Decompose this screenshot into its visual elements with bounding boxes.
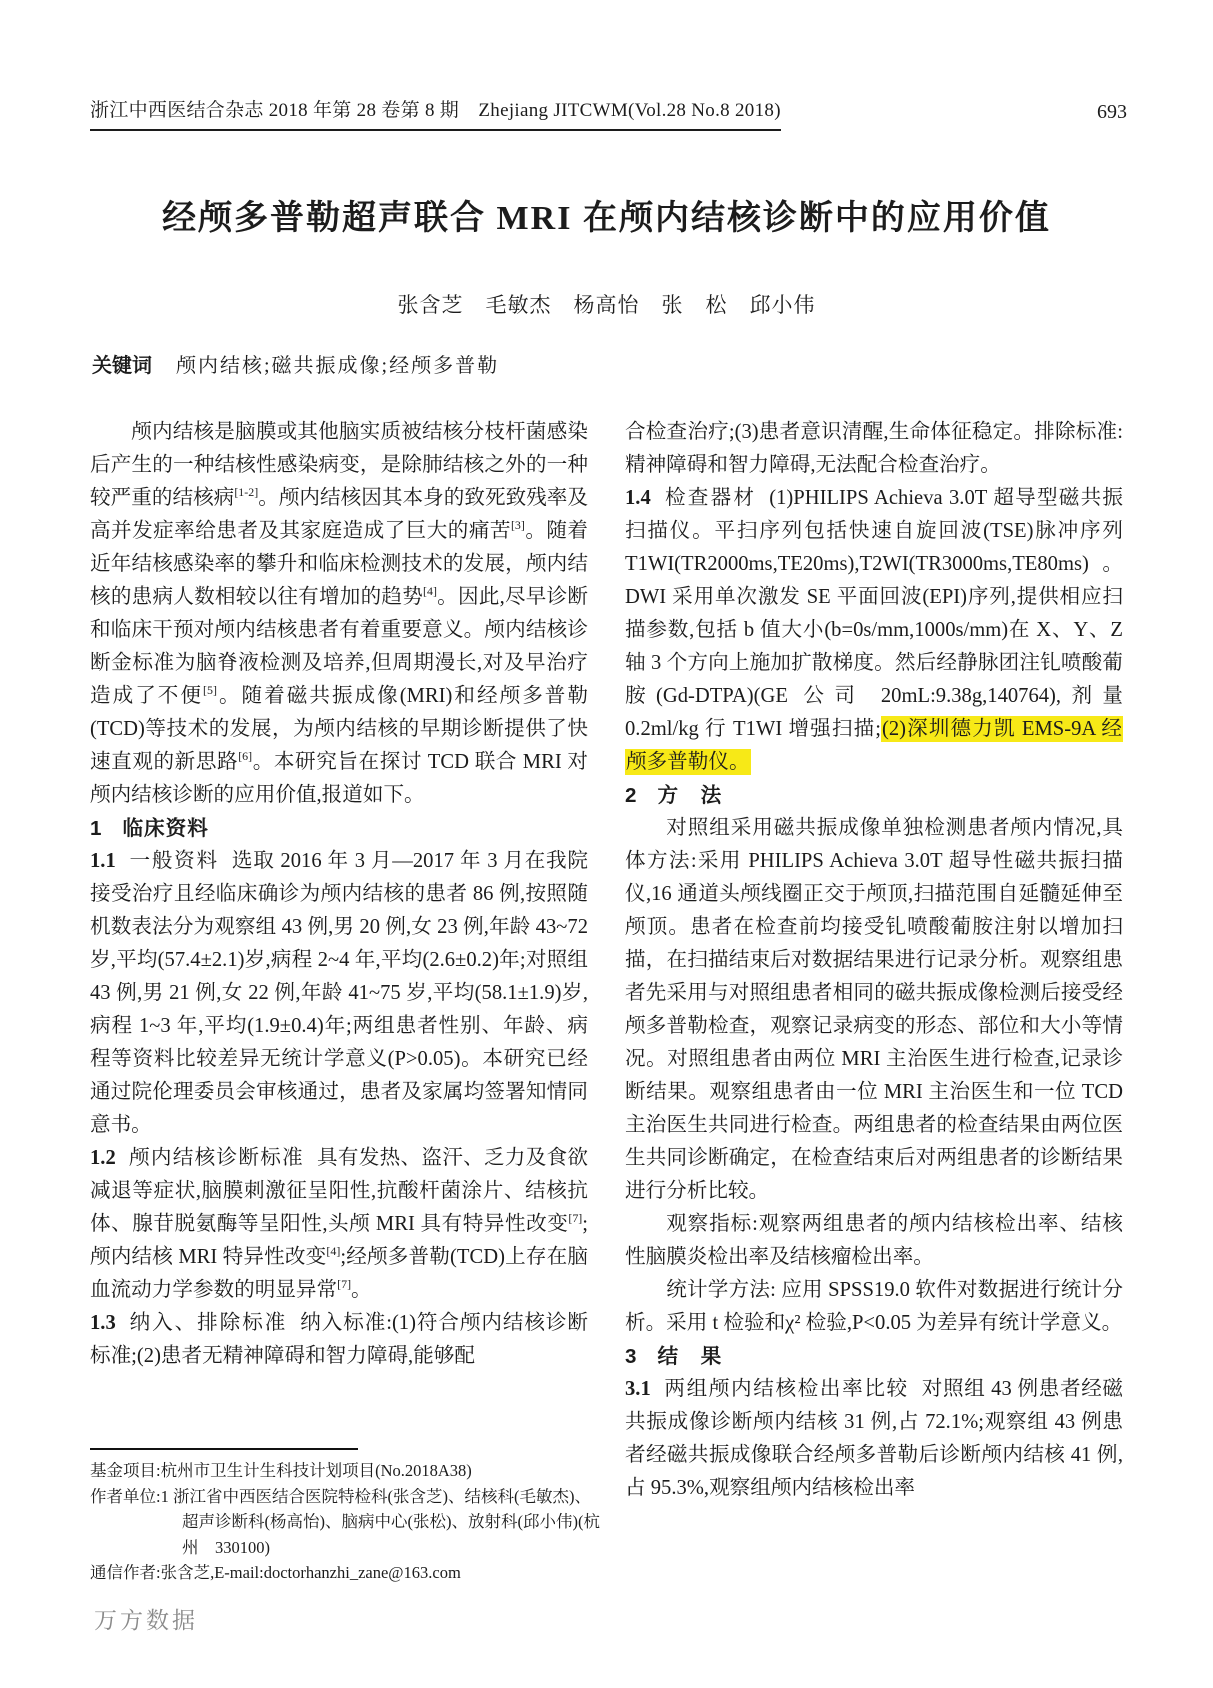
subsection-number: 1.4 xyxy=(625,487,651,509)
paragraph-text: 对照组 43 例患者经磁共振成像诊断颅内结核 31 例,占 72.1%;观察组 43 例患者经磁共振成像联合经颅多普勒后诊断颅内结核 41 例,占 95.3%,观察组颅内结核检出率 xyxy=(625,1378,1124,1499)
section-number: 1 xyxy=(90,817,103,840)
section-title: 方 法 xyxy=(657,784,723,807)
statistics-paragraph: 统计学方法: 应用 SPSS19.0 软件对数据进行统计分析。采用 t 检验和χ² 检验,P<0.05 为差异有统计学意义。 xyxy=(625,1279,1123,1334)
footnote-block xyxy=(90,1448,606,1586)
subsection-1-2 xyxy=(90,1142,588,1307)
subsection-title: 两组颅内结核检出率比较 xyxy=(663,1378,909,1400)
subsection-number: 1.1 xyxy=(90,850,116,872)
subsection-1-1 xyxy=(90,845,588,1142)
subsection-number: 1.3 xyxy=(90,1312,116,1334)
page-number: 693 xyxy=(1097,101,1127,123)
section-title: 临床资料 xyxy=(122,817,209,840)
continuation-paragraph: 合检查治疗;(3)患者意识清醒,生命体征稳定。排除标准:精神障碍和智力障碍,无法配合检查治疗。 xyxy=(625,421,1123,476)
subsection-title: 一般资料 xyxy=(128,850,219,872)
methods-paragraph: 对照组采用磁共振成像单独检测患者颅内情况,具体方法:采用 PHILIPS Achieva 3.0T 超导性磁共振扫描仪,16 通道头颅线圈正交于颅顶,扫描范围自延髓延伸至颅顶。患者在检查前均接受钆喷酸葡胺注射以增加扫描，在扫描结束后对数据结果进行记录分析。观察组患者先采用与对照组患者相同的磁共振成像检测后接受经颅多普勒检查，观察记录病变的形态、部位和大小等情况。对照组患者由两位 MRI 主治医生进行检查,记录诊断结果。观察组患者由一位 MRI 主治医生和一位 TCD 主治医生共同进行检查。两组患者的检查结果由两位医生共同诊断确定，在检查结束后对两组患者的诊断结果进行分析比较。 xyxy=(625,817,1123,1202)
paragraph-text: (1)PHILIPS Achieva 3.0T 超导型磁共振扫描仪。平扫序列包括快速自旋回波(TSE)脉冲序列 T1WI(TR2000ms,TE20ms),T2WI(TR3000ms,TE80ms)。DWI 采用单次激发 SE 平面回波(EPI)序列,提供相应扫描参数,包括 b 值大小(b=0s/mm,1000s/mm)在 X、Y、Z 轴 3 个方向上施加扩散梯度。然后经静脉团注钆喷酸葡胺(Gd-DTPA)(GE 公司 20mL:9.38g,140764),剂量 0.2ml/kg 行 T1WI 增强扫描; xyxy=(625,487,1144,740)
paragraph-text: 选取 2016 年 3 月—2017 年 3 月在我院接受治疗且经临床确诊为颅内结核的患者 86 例,按照随机数表法分为观察组 43 例,男 20 例,女 23 例,年龄 43~72 岁,平均(57.4±2.1)岁,病程 2~4 年,平均(2.6±0.2)年;对照组 43 例,男 21 例,女 22 例,年龄 41~75 岁,平均(58.1±1.9)岁,病程 1~3 年,平均(1.9±0.4)年;两组患者性别、年龄、病程等资料比较差异无统计学意义(P>0.05)。本研究已经通过院伦理委员会审核通过，患者及家属均签署知情同意书。 xyxy=(90,850,588,1136)
subsection-title: 检查器材 xyxy=(663,487,757,509)
paragraph-text: 纳入标准:(1)符合颅内结核诊断标准;(2)患者无精神障碍和智力障碍,能够配 xyxy=(90,1312,589,1367)
article-body xyxy=(90,416,1144,1505)
section-number: 2 xyxy=(625,784,638,807)
keywords-label: 关键词 xyxy=(92,355,152,377)
section-heading-3 xyxy=(625,1340,1123,1373)
affiliation-note: 作者单位:1 浙江省中西医结合医院特检科(张含芝)、结核科(毛敏杰)、超声诊断科(杨高怡)、脑病中心(张松)、放射科(邱小伟)(杭州 330100) xyxy=(90,1486,600,1557)
left-column xyxy=(90,416,588,1505)
subsection-title: 纳入、排除标准 xyxy=(128,1312,288,1334)
funding-note: 基金项目:杭州市卫生计生科技计划项目(No.2018A38) xyxy=(90,1461,472,1480)
subsection-number: 1.2 xyxy=(90,1147,116,1169)
intro-paragraph: 颅内结核是脑膜或其他脑实质被结核分枝杆菌感染后产生的一种结核性感染病变，是除肺结核之外的一种较严重的结核病[1-2]。颅内结核因其本身的致死致残率及高并发症率给患者及其家庭造成了巨大的痛苦[3]。随着近年结核感染率的攀升和临床检测技术的发展，颅内结核的患病人数相较以往有增加的趋势[4]。因此,尽早诊断和临床干预对颅内结核患者有着重要意义。颅内结核诊断金标准为脑脊液检测及培养,但周期漫长,对及早治疗造成了不便[5]。随着磁共振成像(MRI)和经颅多普勒(TCD)等技术的发展，为颅内结核的早期诊断提供了快速直观的新思路[6]。本研究旨在探讨 TCD 联合 MRI 对颅内结核诊断的应用价值,报道如下。 xyxy=(90,421,589,806)
subsection-number: 3.1 xyxy=(625,1378,651,1400)
keywords-line xyxy=(92,349,499,378)
subsection-1-4 xyxy=(625,482,1144,779)
subsection-3-1 xyxy=(625,1373,1123,1505)
section-number: 3 xyxy=(625,1345,638,1368)
keywords-text: 颅内结核;磁共振成像;经颅多普勒 xyxy=(176,355,500,377)
article-title: 经颅多普勒超声联合 MRI 在颅内结核诊断中的应用价值 xyxy=(162,200,1051,237)
right-column xyxy=(625,416,1144,1505)
section-title: 结 果 xyxy=(657,1345,723,1368)
author-list: 张含芝 毛敏杰 杨高怡 张 松 邱小伟 xyxy=(397,293,816,317)
footnote-rule xyxy=(90,1448,358,1450)
highlighted-text: (2)深圳德力凯 EMS-9A 经颅多普勒仪。 xyxy=(626,718,1122,773)
section-heading-1 xyxy=(90,812,588,845)
paragraph-text: 具有发热、盗汗、乏力及食欲减退等症状,脑膜刺激征呈阳性,抗酸杆菌涂片、结核抗体、腺苷脱氨酶等呈阳性,头颅 MRI 具有特异性改变[7];颅内结核 MRI 特异性改变[4];经颅多普勒(TCD)上存在脑血流动力学参数的明显异常[7]。 xyxy=(90,1147,589,1301)
correspondence-note: 通信作者:张含芝,E-mail:doctorhanzhi_zane@163.com xyxy=(90,1563,461,1582)
running-head xyxy=(90,95,1127,131)
observation-index-paragraph: 观察指标:观察两组患者的颅内结核检出率、结核性脑膜炎检出率及结核瘤检出率。 xyxy=(625,1213,1123,1268)
subsection-1-3 xyxy=(90,1307,588,1373)
wanfang-watermark: 万方数据 xyxy=(94,1608,198,1633)
journal-issue-line: 浙江中西医结合杂志 2018 年第 28 卷第 8 期 Zhejiang JITCWM(Vol.28 No.8 2018) xyxy=(90,95,781,131)
section-heading-2 xyxy=(625,779,1123,812)
subsection-title: 颅内结核诊断标准 xyxy=(128,1147,304,1169)
